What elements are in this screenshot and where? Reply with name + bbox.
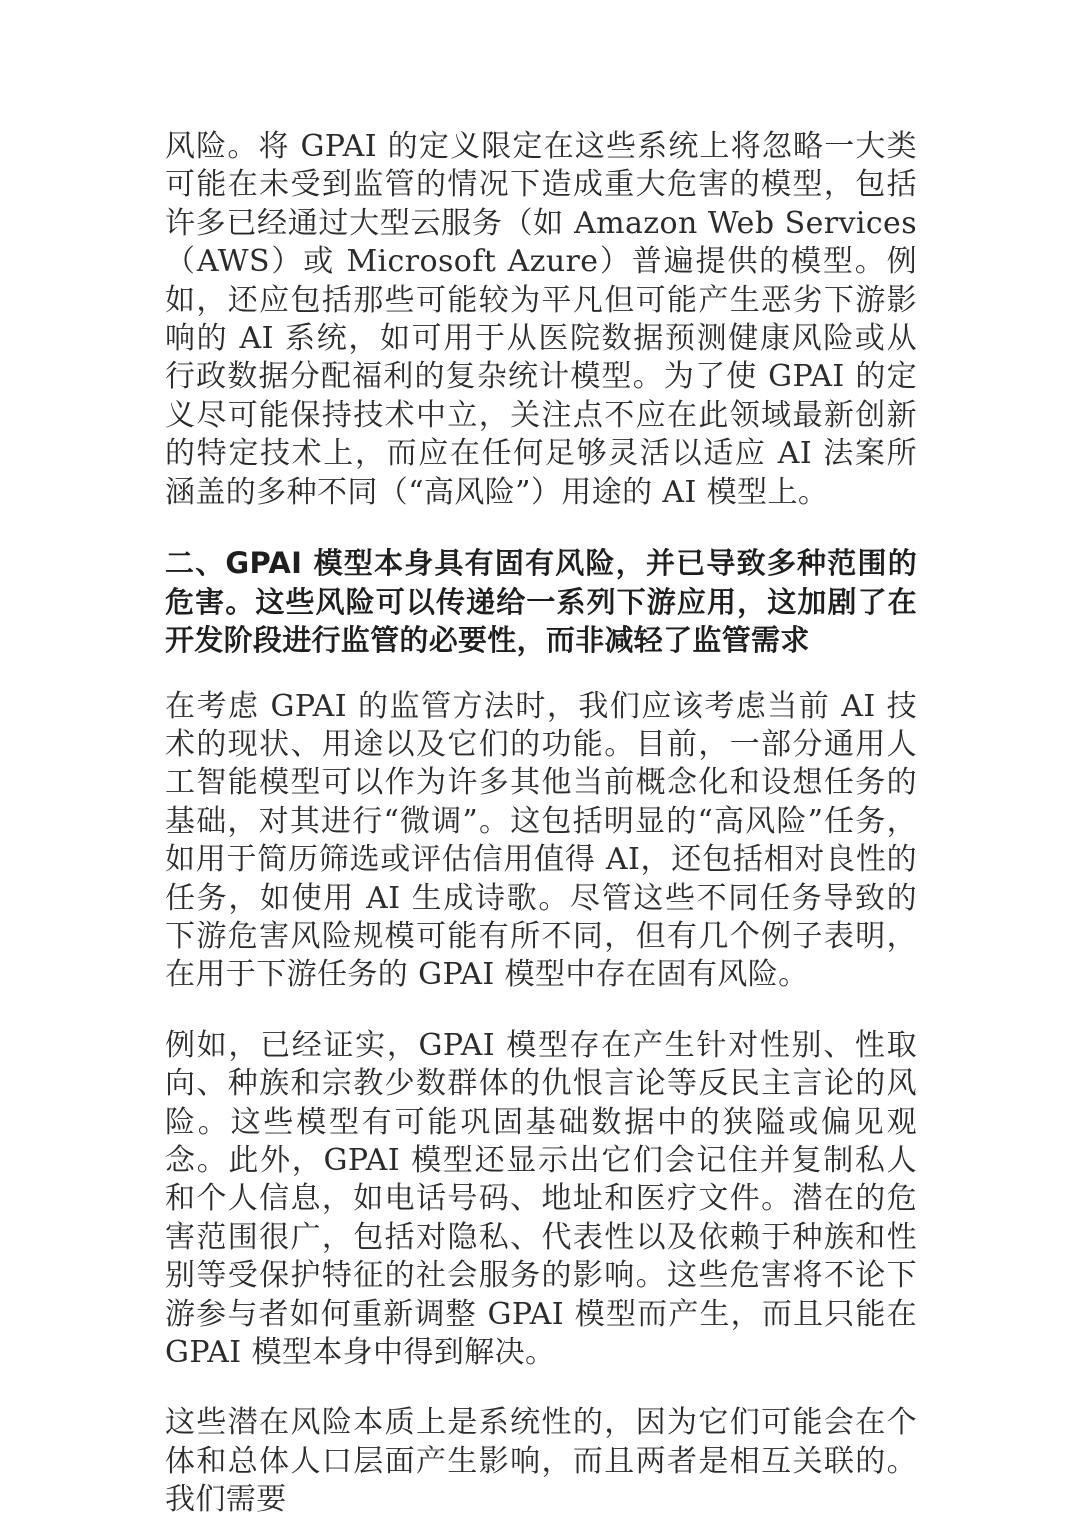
paragraph-spacer: [165, 1372, 917, 1404]
paragraph-gpai-definition-scope: 风险。将 GPAI 的定义限定在这些系统上将忽略一大类可能在未受到监管的情况下造成重大危害的模型，包括许多已经通过大型云服务（如 Amazon Web Services（AWS）或 Microsoft Azure）普遍提供的模型。例如，还应包括那些可能较为平凡但可能产生恶劣下游影响的 AI 系统，如可用于从医院数据预测健康风险或从行政数据分配福利的复杂统计模型。为了使 GPAI 的定义尽可能保持技术中立，关注点不应在此领域最新创新的特定技术上，而应在任何足够灵活以适应 AI 法案所涵盖的多种不同（“高风险”）用途的 AI 模型上。: [165, 129, 917, 510]
document-page: [165, 128, 917, 1520]
paragraph-spacer: [165, 995, 917, 1027]
paragraph-spacer: [165, 512, 917, 544]
paragraph-systemic-risks: 这些潜在风险本质上是系统性的，因为它们可能会在个体和总体人口层面产生影响，而且两者是相互关联的。我们需要: [165, 1405, 917, 1518]
paragraph-risk-examples: 例如，已经证实，GPAI 模型存在产生针对性别、性取向、种族和宗教少数群体的仇恨言论等反民主言论的风险。这些模型有可能巩固基础数据中的狭隘或偏见观念。此外，GPAI 模型还显示出它们会记住并复制私人和个人信息，如电话号码、地址和医疗文件。潜在的危害范围很广，包括对隐私、代表性以及依赖于种族和性别等受保护特征的社会服务的影响。这些危害将不论下游参与者如何重新调整 GPAI 模型而产生，而且只能在 GPAI 模型本身中得到解决。: [165, 1027, 917, 1371]
paragraph-spacer: [165, 660, 917, 688]
paragraph-regulatory-approach: 在考虑 GPAI 的监管方法时，我们应该考虑当前 AI 技术的现状、用途以及它们的功能。目前，一部分通用人工智能模型可以作为许多其他当前概念化和设想任务的基础，对其进行“微调”。这包括明显的“高风险”任务，如用于简历筛选或评估信用值得 AI，还包括相对良性的任务，如使用 AI 生成诗歌。尽管这些不同任务导致的下游危害风险规模可能有所不同，但有几个例子表明，在用于下游任务的 GPAI 模型中存在固有风险。: [165, 688, 917, 993]
section-heading-2: 二、GPAI 模型本身具有固有风险，并已导致多种范围的危害。这些风险可以传递给一系列下游应用，这加剧了在开发阶段进行监管的必要性，而非减轻了监管需求: [165, 546, 917, 658]
